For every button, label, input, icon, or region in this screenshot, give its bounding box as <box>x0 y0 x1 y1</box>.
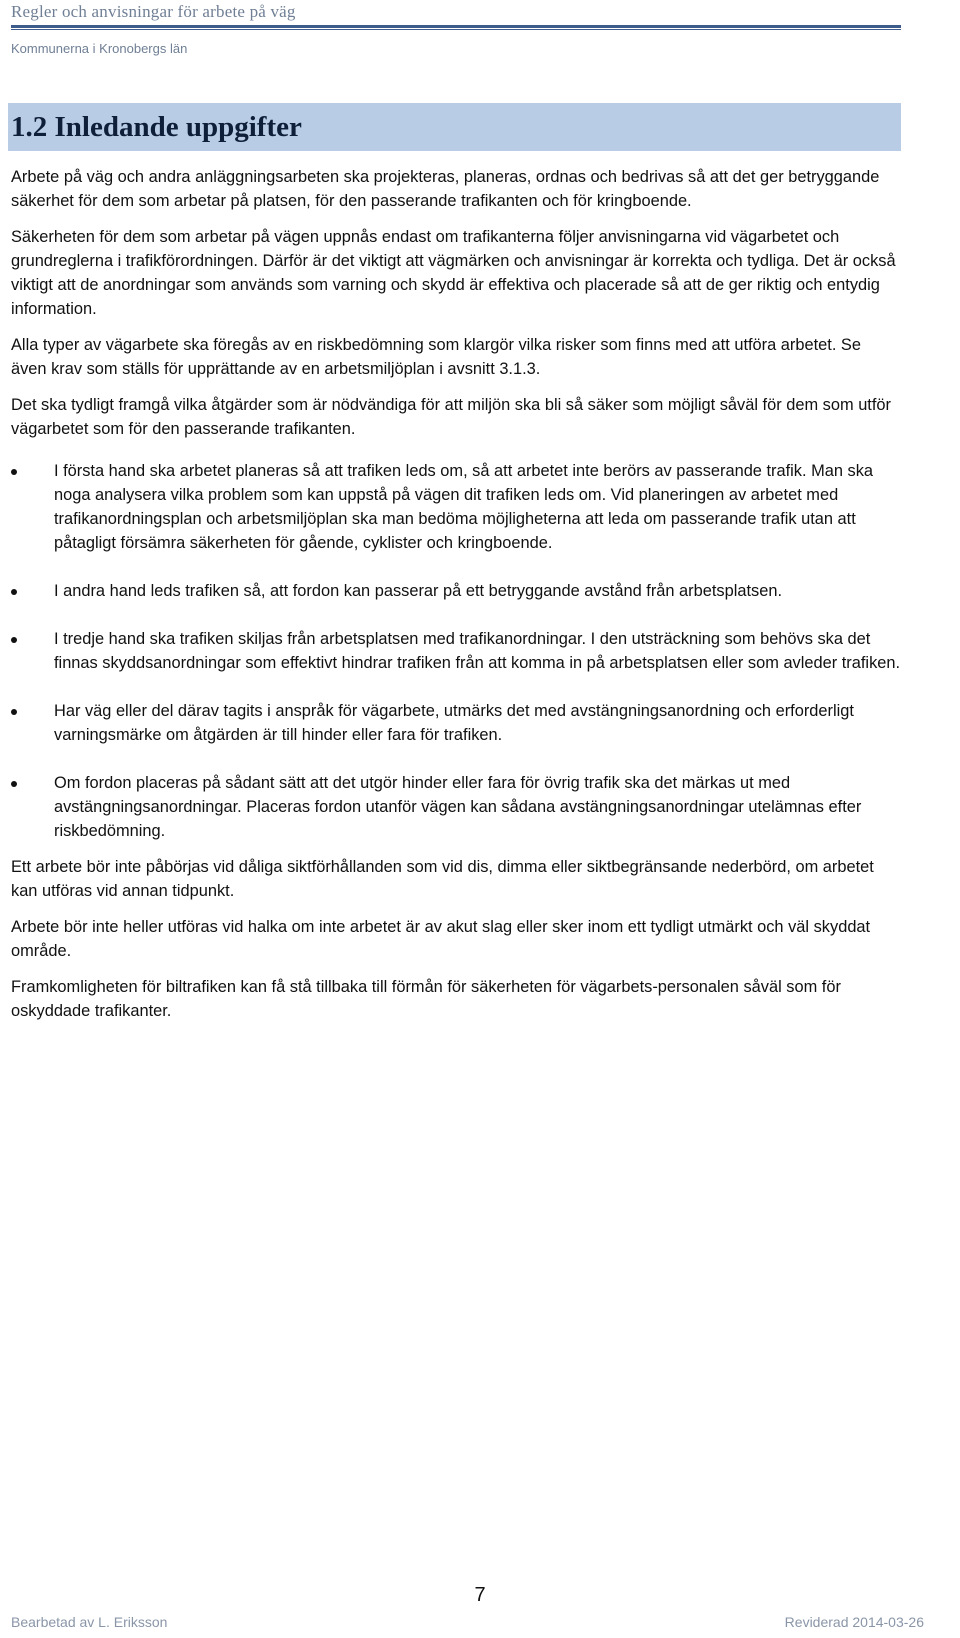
list-item-text: I andra hand leds trafiken så, att fordon kan passerar på ett betryggande avstånd från arbetsplatsen. <box>54 582 783 600</box>
bullet-icon <box>11 589 17 595</box>
bullet-icon <box>11 637 17 643</box>
paragraph: Ett arbete bör inte påbörjas vid dåliga siktförhållanden som vid dis, dimma eller siktbegränsande nederbörd, om arbetet kan utföras vid annan tidpunkt. <box>11 858 874 900</box>
organization-name: Kommunerna i Kronobergs län <box>11 41 188 56</box>
paragraph: Det ska tydligt framgå vilka åtgärder som är nödvändiga för att miljön ska bli så säker som möjligt såväl för dem som utför vägarbetet som för den passerande trafikanten. <box>11 396 891 438</box>
list-item <box>11 459 901 555</box>
list-item <box>11 771 901 843</box>
list-item <box>11 627 901 675</box>
list-item <box>11 579 901 603</box>
list-item <box>11 699 901 747</box>
list-item-text: Har väg eller del därav tagits i anspråk för vägarbete, utmärks det med avstängningsanordning och erforderligt varningsmärke om åtgärden är till hinder eller fara för trafiken. <box>54 702 854 744</box>
list-item-text: I första hand ska arbetet planeras så att trafiken leds om, så att arbetet inte berörs av passerande trafik. Man ska noga analysera vilka problem som kan uppstå på vägen dit trafiken leds om. Vid planeringen av arbetet med trafikanordningsplan och arbetsmiljöplan ska man bedöma möjligheterna att leda om passerande trafik utan att påtagligt försämra säkerheten för gående, cyklister och kringboende. <box>54 462 874 552</box>
paragraph: Säkerheten för dem som arbetar på vägen uppnås endast om trafikanterna följer anvisningarna vid vägarbetet och grundreglerna i trafikförordningen. Därför är det viktigt att vägmärken och anvisningar är korrekta och tydliga. Det är också viktigt att de anordningar som används som varning och skydd är effektiva och placerade så att de ger riktig och entydig information. <box>11 228 896 318</box>
bullet-list <box>11 459 901 843</box>
footer-author: Bearbetad av L. Eriksson <box>11 1614 168 1630</box>
section-heading: 1.2 Inledande uppgifter <box>8 103 901 151</box>
document-title: Regler och anvisningar för arbete på väg <box>11 2 296 21</box>
bullet-icon <box>11 781 17 787</box>
document-header <box>11 0 901 56</box>
paragraph: Framkomligheten för biltrafiken kan få stå tillbaka till förmån för säkerheten för vägarbets-personalen såväl som för oskyddade trafikanter. <box>11 978 841 1020</box>
bullet-icon <box>11 709 17 715</box>
page-number: 7 <box>474 1584 486 1606</box>
bullet-icon <box>11 469 17 475</box>
footer-revised-date: Reviderad 2014-03-26 <box>784 1614 924 1630</box>
list-item-text: Om fordon placeras på sådant sätt att det utgör hinder eller fara för övrig trafik ska det märkas ut med avstängningsanordningar. Placeras fordon utanför vägen kan sådana avstängningsanordningar utelämnas efter riskbedömning. <box>54 774 862 840</box>
paragraph: Arbete bör inte heller utföras vid halka om inte arbetet är av akut slag eller sker inom ett tydligt utmärkt och väl skyddat område. <box>11 918 871 960</box>
paragraph: Alla typer av vägarbete ska föregås av en riskbedömning som klargör vilka risker som finns med att utföra arbetet. Se även krav som ställs för upprättande av en arbetsmiljöplan i avsnitt 3.1.3. <box>11 336 861 378</box>
paragraph: Arbete på väg och andra anläggningsarbeten ska projekteras, planeras, ordnas och bedrivas så att det ger betryggande säkerhet för dem som arbetar på platsen, för den passerande trafikanten och för kringboende. <box>11 168 880 210</box>
list-item-text: I tredje hand ska trafiken skiljas från arbetsplatsen med trafikanordningar. I den utsträckning som behövs ska det finnas skyddsanordningar som effektivt hindrar trafiken från att komma in på arbetsplatsen eller som avleder trafiken. <box>54 630 901 672</box>
header-rule <box>11 25 901 30</box>
main-content <box>11 165 901 1035</box>
